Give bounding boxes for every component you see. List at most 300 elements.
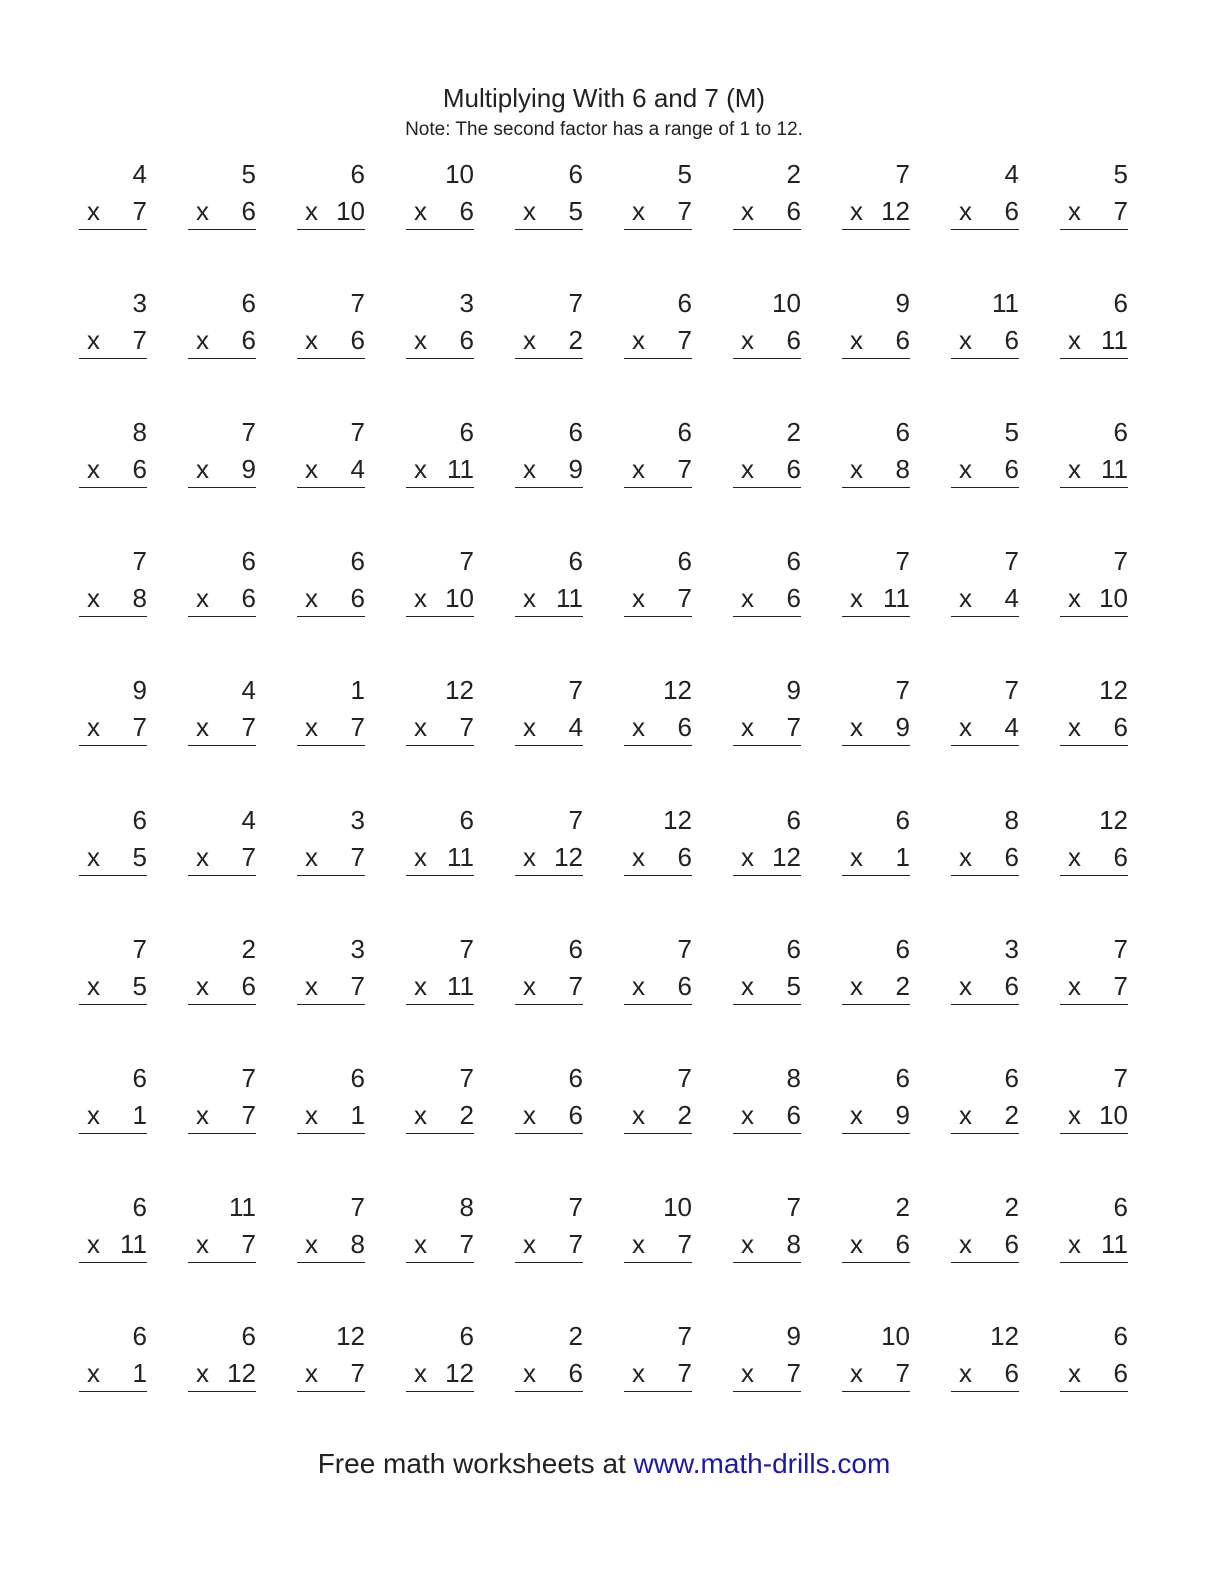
first-factor: 7 [459,934,474,964]
multiply-sign: x [196,583,209,613]
first-factor: 6 [786,546,801,576]
problem-item [188,288,256,368]
answer-line [624,1262,692,1263]
multiply-sign: x [959,1100,972,1130]
second-factor: 6 [677,971,692,1001]
first-factor: 6 [895,934,910,964]
second-factor: 6 [895,1229,910,1259]
multiply-sign: x [850,325,863,355]
first-factor: 9 [786,1321,801,1351]
second-factor: 7 [677,1229,692,1259]
answer-line [188,875,256,876]
second-factor: 6 [1113,842,1128,872]
second-factor: 12 [445,1358,474,1388]
problem-item [842,1063,910,1143]
problem-item [624,934,692,1014]
first-factor: 5 [1113,159,1128,189]
second-factor: 7 [786,1358,801,1388]
first-factor: 2 [786,417,801,447]
second-factor: 6 [677,712,692,742]
second-factor: 7 [786,712,801,742]
problem-item [1060,805,1128,885]
first-factor: 4 [241,805,256,835]
answer-line [297,745,365,746]
second-factor: 4 [568,712,583,742]
answer-line [406,1004,474,1005]
multiply-sign: x [959,325,972,355]
second-factor: 7 [568,1229,583,1259]
multiply-sign: x [1068,1100,1081,1130]
multiply-sign: x [1068,454,1081,484]
second-factor: 7 [677,583,692,613]
answer-line [188,1391,256,1392]
multiply-sign: x [741,1229,754,1259]
multiply-sign: x [87,454,100,484]
problem-item [1060,675,1128,755]
answer-line [842,1004,910,1005]
answer-line [79,358,147,359]
second-factor: 6 [786,1100,801,1130]
answer-line [951,745,1019,746]
answer-line [733,616,801,617]
second-factor: 11 [1101,325,1128,355]
problem-item [406,1321,474,1401]
multiply-sign: x [632,971,645,1001]
first-factor: 9 [895,288,910,318]
answer-line [951,1391,1019,1392]
problem-item [188,675,256,755]
first-factor: 6 [1113,288,1128,318]
answer-line [842,358,910,359]
multiply-sign: x [523,971,536,1001]
second-factor: 6 [241,196,256,226]
second-factor: 6 [1004,454,1019,484]
multiply-sign: x [632,1100,645,1130]
first-factor: 7 [459,546,474,576]
answer-line [406,745,474,746]
second-factor: 7 [1113,196,1128,226]
second-factor: 6 [350,325,365,355]
answer-line [951,1133,1019,1134]
problem-item [1060,159,1128,239]
problem-item [515,1321,583,1401]
problem-item [1060,1321,1128,1401]
answer-line [515,875,583,876]
answer-line [1060,1133,1128,1134]
multiply-sign: x [741,325,754,355]
problem-item [842,675,910,755]
answer-line [515,1391,583,1392]
problem-item [515,1063,583,1143]
answer-line [733,1262,801,1263]
multiply-sign: x [523,1229,536,1259]
second-factor: 7 [895,1358,910,1388]
multiply-sign: x [305,971,318,1001]
second-factor: 2 [459,1100,474,1130]
multiply-sign: x [414,1100,427,1130]
second-factor: 6 [677,842,692,872]
multiply-sign: x [632,842,645,872]
answer-line [79,745,147,746]
second-factor: 6 [1113,712,1128,742]
first-factor: 12 [663,805,692,835]
first-factor: 10 [445,159,474,189]
problem-item [297,417,365,497]
answer-line [79,616,147,617]
problem-item [297,1192,365,1272]
answer-line [842,616,910,617]
second-factor: 11 [447,454,474,484]
problem-item [406,417,474,497]
first-factor: 6 [350,159,365,189]
problem-item [515,417,583,497]
multiply-sign: x [305,1100,318,1130]
answer-line [515,616,583,617]
second-factor: 8 [350,1229,365,1259]
problem-item [733,675,801,755]
answer-line [297,875,365,876]
footer-link[interactable]: www.math-drills.com [633,1448,891,1479]
problem-item [951,1192,1019,1272]
multiply-sign: x [850,1358,863,1388]
first-factor: 11 [992,288,1019,318]
second-factor: 6 [459,325,474,355]
second-factor: 4 [1004,583,1019,613]
problem-item [188,159,256,239]
multiply-sign: x [305,583,318,613]
answer-line [79,1391,147,1392]
first-factor: 7 [1113,1063,1128,1093]
answer-line [624,229,692,230]
problem-item [624,288,692,368]
answer-line [1060,875,1128,876]
answer-line [733,875,801,876]
first-factor: 6 [895,417,910,447]
multiply-sign: x [850,1229,863,1259]
first-factor: 6 [132,805,147,835]
problem-item [951,675,1019,755]
answer-line [842,745,910,746]
first-factor: 7 [786,1192,801,1222]
second-factor: 6 [568,1358,583,1388]
multiply-sign: x [523,325,536,355]
answer-line [406,1133,474,1134]
first-factor: 7 [1113,546,1128,576]
multiply-sign: x [196,842,209,872]
answer-line [624,875,692,876]
answer-line [733,1391,801,1392]
problem-item [406,1192,474,1272]
answer-line [515,358,583,359]
problem-item [951,1321,1019,1401]
problem-item [1060,546,1128,626]
answer-line [1060,358,1128,359]
multiply-sign: x [305,1229,318,1259]
problem-item [951,934,1019,1014]
answer-line [624,1004,692,1005]
answer-line [842,875,910,876]
answer-line [515,487,583,488]
multiply-sign: x [741,842,754,872]
page-note: Note: The second factor has a range of 1 to 12. [405,119,803,140]
first-factor: 6 [786,934,801,964]
problem-item [1060,934,1128,1014]
answer-line [1060,1004,1128,1005]
answer-line [297,487,365,488]
problem-item [951,159,1019,239]
first-factor: 7 [677,1063,692,1093]
multiply-sign: x [850,1100,863,1130]
first-factor: 6 [241,288,256,318]
multiply-sign: x [850,196,863,226]
first-factor: 5 [677,159,692,189]
problem-item [733,1321,801,1401]
first-factor: 6 [786,805,801,835]
problem-item [297,288,365,368]
answer-line [79,1004,147,1005]
first-factor: 7 [568,805,583,835]
answer-line [515,229,583,230]
first-factor: 8 [132,417,147,447]
answer-line [1060,745,1128,746]
answer-line [624,1133,692,1134]
multiply-sign: x [1068,325,1081,355]
first-factor: 7 [459,1063,474,1093]
second-factor: 10 [445,583,474,613]
problem-item [515,675,583,755]
multiply-sign: x [850,842,863,872]
second-factor: 7 [241,1100,256,1130]
answer-line [951,487,1019,488]
second-factor: 6 [1113,1358,1128,1388]
multiply-sign: x [414,842,427,872]
problem-item [842,417,910,497]
problem-item [951,546,1019,626]
answer-line [951,229,1019,230]
multiply-sign: x [196,196,209,226]
answer-line [733,1004,801,1005]
first-factor: 6 [459,417,474,447]
answer-line [624,487,692,488]
second-factor: 7 [350,1358,365,1388]
second-factor: 6 [1004,325,1019,355]
multiply-sign: x [87,196,100,226]
problem-item [79,159,147,239]
multiply-sign: x [414,454,427,484]
problem-item [406,288,474,368]
answer-line [406,229,474,230]
problem-item [1060,1063,1128,1143]
multiply-sign: x [305,1358,318,1388]
first-factor: 7 [568,288,583,318]
problem-item [406,159,474,239]
multiply-sign: x [1068,583,1081,613]
multiply-sign: x [196,971,209,1001]
answer-line [406,487,474,488]
multiply-sign: x [87,583,100,613]
problem-item [188,934,256,1014]
second-factor: 6 [1004,971,1019,1001]
multiply-sign: x [741,454,754,484]
problem-item [1060,417,1128,497]
first-factor: 12 [1099,675,1128,705]
multiply-sign: x [850,971,863,1001]
answer-line [733,745,801,746]
first-factor: 6 [132,1063,147,1093]
problem-item [951,1063,1019,1143]
multiply-sign: x [1068,971,1081,1001]
second-factor: 11 [447,842,474,872]
first-factor: 6 [132,1321,147,1351]
answer-line [79,1133,147,1134]
problem-item [842,1192,910,1272]
second-factor: 1 [895,842,910,872]
first-factor: 7 [241,1063,256,1093]
problem-item [842,934,910,1014]
multiply-sign: x [632,1229,645,1259]
first-factor: 6 [1004,1063,1019,1093]
problem-item [406,934,474,1014]
answer-line [951,875,1019,876]
multiply-sign: x [632,325,645,355]
problem-item [624,805,692,885]
answer-line [624,745,692,746]
second-factor: 7 [677,325,692,355]
first-factor: 5 [241,159,256,189]
multiply-sign: x [850,583,863,613]
first-factor: 6 [1113,1321,1128,1351]
first-factor: 9 [132,675,147,705]
multiply-sign: x [305,196,318,226]
problem-item [297,675,365,755]
first-factor: 7 [568,675,583,705]
problem-item [79,805,147,885]
first-factor: 7 [132,546,147,576]
problem-item [297,805,365,885]
first-factor: 4 [132,159,147,189]
first-factor: 8 [786,1063,801,1093]
problem-item [297,1321,365,1401]
second-factor: 7 [241,1229,256,1259]
problem-item [79,675,147,755]
multiply-sign: x [1068,1229,1081,1259]
multiply-sign: x [414,325,427,355]
answer-line [406,1262,474,1263]
first-factor: 12 [990,1321,1019,1351]
first-factor: 7 [895,675,910,705]
second-factor: 6 [1004,196,1019,226]
second-factor: 5 [132,842,147,872]
second-factor: 6 [568,1100,583,1130]
problem-item [842,805,910,885]
first-factor: 4 [1004,159,1019,189]
first-factor: 6 [350,1063,365,1093]
second-factor: 10 [336,196,365,226]
answer-line [733,1133,801,1134]
problem-item [624,417,692,497]
page-title: Multiplying With 6 and 7 (M) [442,83,766,113]
answer-line [951,1004,1019,1005]
problem-item [188,1321,256,1401]
multiply-sign: x [523,454,536,484]
multiply-sign: x [741,583,754,613]
answer-line [515,1133,583,1134]
multiply-sign: x [87,712,100,742]
first-factor: 4 [241,675,256,705]
second-factor: 7 [350,971,365,1001]
answer-line [297,1133,365,1134]
multiply-sign: x [196,454,209,484]
multiply-sign: x [87,971,100,1001]
answer-line [188,358,256,359]
multiply-sign: x [196,1229,209,1259]
first-factor: 3 [132,288,147,318]
multiply-sign: x [87,1358,100,1388]
first-factor: 7 [241,417,256,447]
first-factor: 6 [568,934,583,964]
answer-line [79,875,147,876]
problem-item [733,1063,801,1143]
problem-item [79,288,147,368]
second-factor: 11 [1101,1229,1128,1259]
second-factor: 7 [350,712,365,742]
first-factor: 11 [229,1192,256,1222]
problem-item [624,1321,692,1401]
answer-line [79,487,147,488]
multiply-sign: x [1068,842,1081,872]
problem-item [733,1192,801,1272]
problem-item [515,288,583,368]
second-factor: 7 [568,971,583,1001]
second-factor: 1 [132,1358,147,1388]
answer-line [297,229,365,230]
problem-item [733,417,801,497]
multiply-sign: x [959,842,972,872]
answer-line [188,1133,256,1134]
answer-line [1060,487,1128,488]
first-factor: 7 [132,934,147,964]
second-factor: 6 [786,196,801,226]
multiply-sign: x [959,1358,972,1388]
answer-line [842,487,910,488]
problem-item [842,288,910,368]
problem-item [406,1063,474,1143]
problem-item [624,159,692,239]
second-factor: 11 [883,583,910,613]
problem-item [188,1063,256,1143]
second-factor: 5 [786,971,801,1001]
second-factor: 7 [132,712,147,742]
first-factor: 3 [1004,934,1019,964]
answer-line [842,1391,910,1392]
second-factor: 5 [568,196,583,226]
answer-line [624,358,692,359]
first-factor: 7 [1004,546,1019,576]
answer-line [297,1004,365,1005]
answer-line [188,1262,256,1263]
first-factor: 5 [1004,417,1019,447]
first-factor: 6 [568,546,583,576]
first-factor: 3 [350,805,365,835]
problem-item [297,546,365,626]
second-factor: 1 [350,1100,365,1130]
second-factor: 8 [132,583,147,613]
footer [0,1446,1208,1482]
problem-item [1060,288,1128,368]
multiply-sign: x [741,196,754,226]
first-factor: 7 [1004,675,1019,705]
multiply-sign: x [414,1358,427,1388]
